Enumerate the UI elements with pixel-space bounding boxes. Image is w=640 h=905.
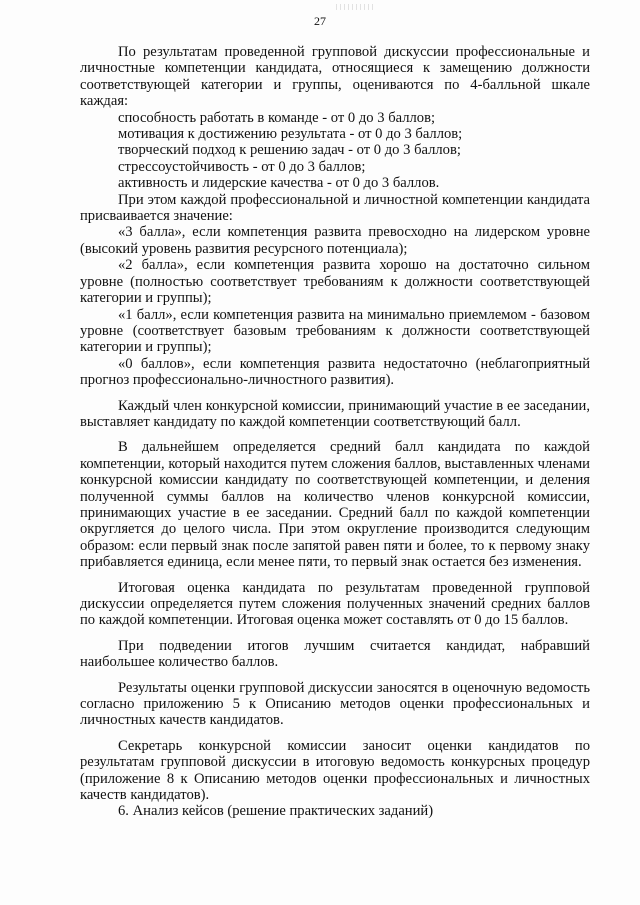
results-record-paragraph: Результаты оценки групповой дискуссии заносятся в оценочную ведомость согласно приложению 5 к Описанию методов оценки профессиональных и личностных качеств кандидатов. [80,679,590,729]
scale-item-1: «1 балл», если компетенция развита на минимально приемлемом - базовом уровне (соответствует базовым требованиям к должности соответствующей категории и группы); [80,306,590,356]
scale-item-2: «2 балла», если компетенция развита хорошо на достаточно сильном уровне (полностью соответствует требованиям к должности соответствующей категории и группы); [80,257,590,307]
scale-item-3: «3 балла», если компетенция развита превосходно на лидерском уровне (высокий уровень развития ресурсного потенциала); [80,224,590,257]
scan-artifact [336,4,376,10]
criterion-item: стрессоустойчивость - от 0 до 3 баллов; [118,158,366,175]
document-body [80,44,590,820]
best-candidate-paragraph: При подведении итогов лучшим считается кандидат, набравший наибольшее количество баллов. [80,637,590,671]
intro-paragraph: По результатам проведенной групповой дискуссии профессиональные и личностные компетенции кандидата, относящиеся к замещению должности соответствующей категории и группы, оцениваются по 4-балльной шкале каждая: [80,44,590,110]
scale-item-0: «0 баллов», если компетенция развита недостаточно (неблагоприятный прогноз профессионально-личностного развития). [80,355,590,389]
section-heading: 6. Анализ кейсов (решение практических заданий) [118,803,434,820]
criteria-list [80,110,590,192]
criterion-item: творческий подход к решению задач - от 0 до 3 баллов; [118,142,461,159]
scale-intro-paragraph: При этом каждой профессиональной и личностной компетенции кандидата присваивается значение: [80,191,590,225]
commission-scoring-paragraph: Каждый член конкурсной комиссии, принимающий участие в ее заседании, выставляет кандидату по каждой компетенции соответствующий балл. [80,397,590,430]
criterion-item: способность работать в команде - от 0 до 3 баллов; [118,109,436,126]
criterion-item: активность и лидерские качества - от 0 до 3 баллов. [118,175,440,192]
final-score-paragraph: Итоговая оценка кандидата по результатам проведенной групповой дискуссии определяется путем сложения полученных значений средних баллов по каждой компетенции. Итоговая оценка может составлять от 0 до 15 баллов. [80,579,590,629]
page-number: 27 [314,14,326,28]
criterion-item: мотивация к достижению результата - от 0 до 3 баллов; [118,126,463,143]
secretary-paragraph: Секретарь конкурсной комиссии заносит оценки кандидатов по результатам групповой дискуссии в итоговую ведомость конкурсных процедур (приложение 8 к Описанию методов оценки профессиональных и личностных качеств кандидатов). [80,737,590,804]
average-score-paragraph: В дальнейшем определяется средний балл кандидата по каждой компетенции, который находится путем сложения баллов, выставленных членами конкурсной комиссии кандидату по соответствующей компетенции, и деления полученной суммы баллов на количество членов конкурсной комиссии, принимающих участие в ее заседании. Средний балл по каждой компетенции округляется до целого числа. При этом округление производится следующим образом: если первый знак после запятой равен пяти и более, то к первому знаку прибавляется единица, если менее пяти, то первый знак остается без изменения. [80,439,590,571]
